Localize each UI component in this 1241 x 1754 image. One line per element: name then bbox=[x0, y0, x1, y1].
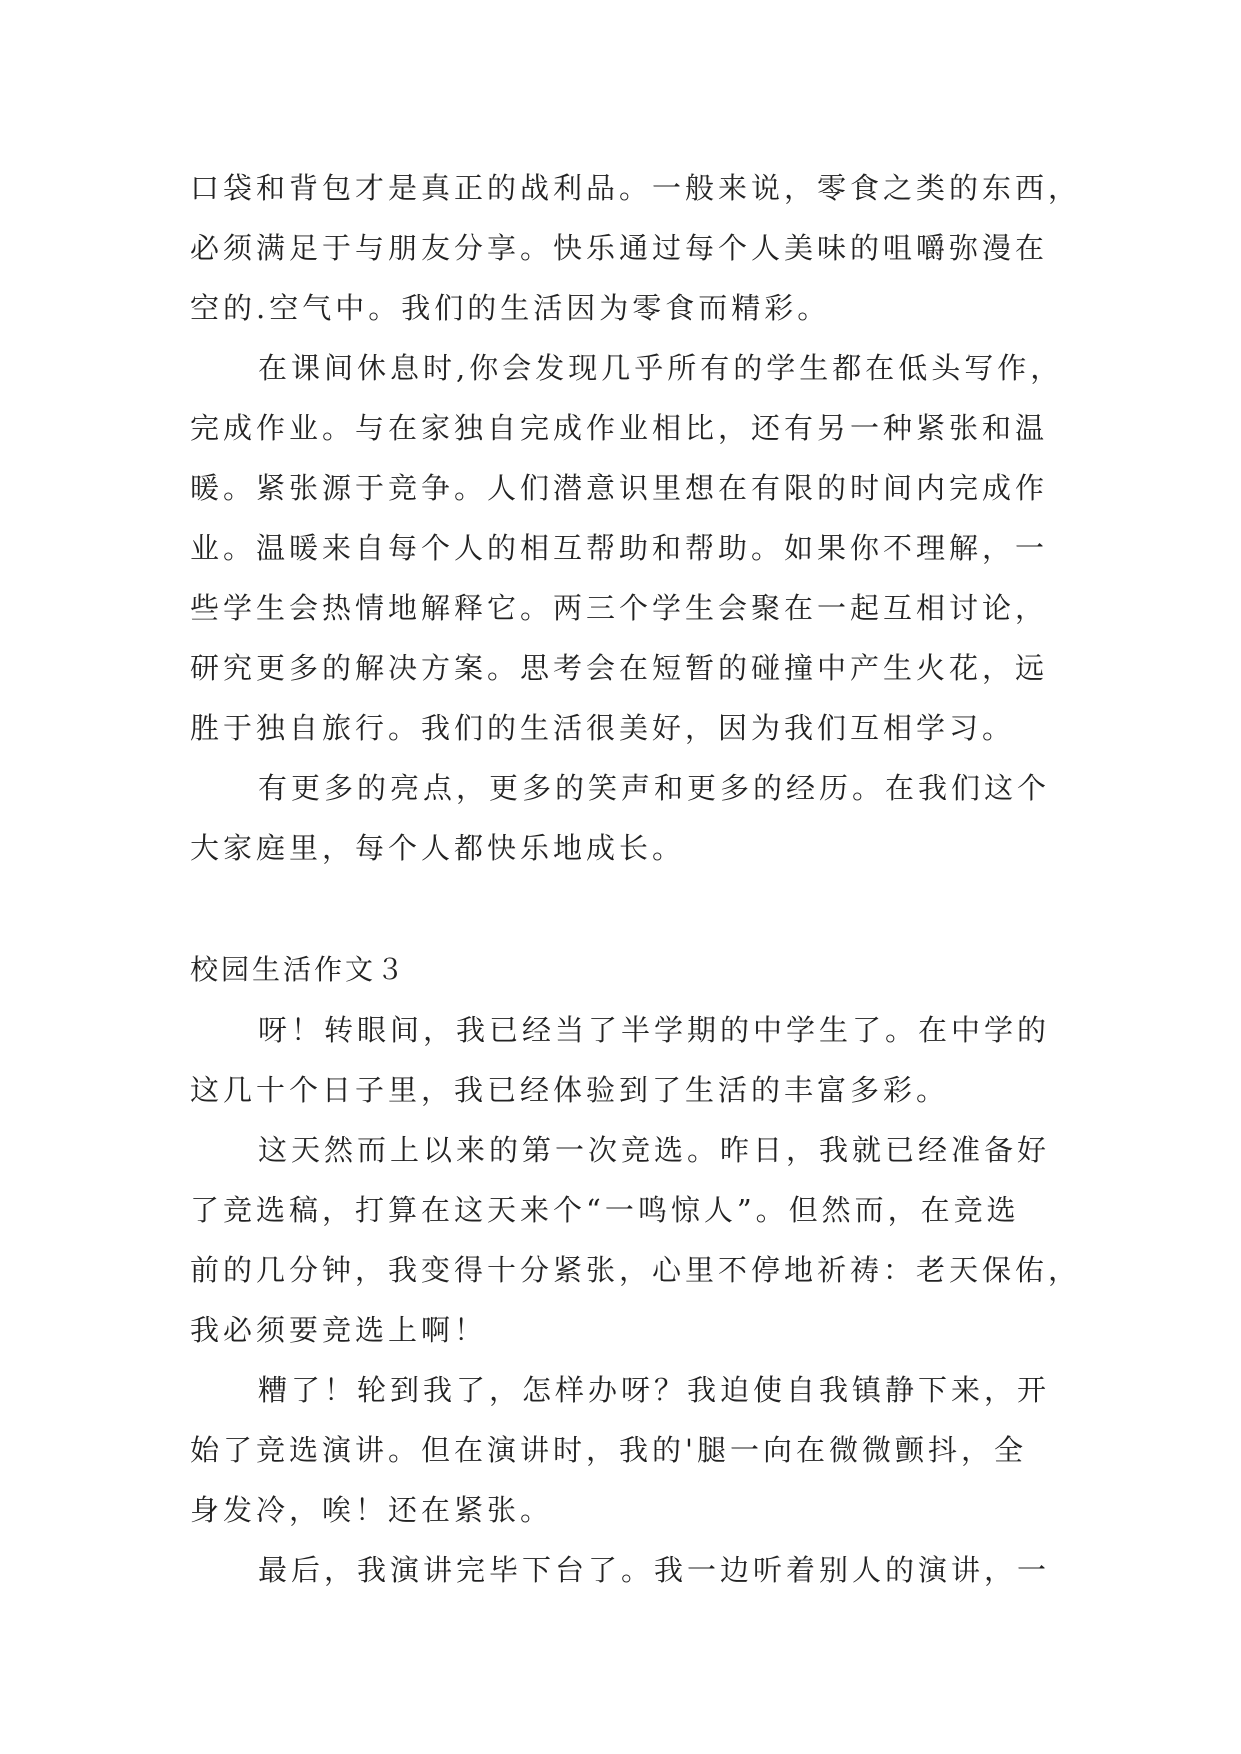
paragraph-line: 大家庭里，每个人都快乐地成长。 bbox=[190, 831, 686, 865]
paragraph-line: 始了竞选演讲。但在演讲时，我的'腿一向在微微颤抖，全 bbox=[190, 1433, 1027, 1467]
paragraph-line: 有更多的亮点，更多的笑声和更多的经历。在我们这个 bbox=[258, 771, 1051, 805]
document-page bbox=[190, 158, 1082, 1600]
paragraph-line: 些学生会热情地解释它。两三个学生会聚在一起互相讨论， bbox=[190, 591, 1049, 625]
paragraph-line: 口袋和背包才是真正的战利品。一般来说，零食之类的东西， bbox=[190, 171, 1082, 205]
paragraph-line: 完成作业。与在家独自完成作业相比，还有另一种紧张和温 bbox=[190, 411, 1049, 445]
paragraph-line: 胜于独自旅行。我们的生活很美好，因为我们互相学习。 bbox=[190, 711, 1016, 745]
paragraph-line: 这天然而上以来的第一次竞选。昨日，我就已经准备好 bbox=[258, 1133, 1051, 1167]
paragraph-line: 这几十个日子里，我已经体验到了生活的丰富多彩。 bbox=[190, 1073, 950, 1107]
paragraph-line: 必须满足于与朋友分享。快乐通过每个人美味的咀嚼弥漫在 bbox=[190, 231, 1049, 265]
paragraph-line: 糟了！轮到我了，怎样办呀？我迫使自我镇静下来，开 bbox=[258, 1373, 1051, 1407]
paragraph-line: 呀！转眼间，我已经当了半学期的中学生了。在中学的 bbox=[258, 1013, 1051, 1047]
paragraph-line: 暖。紧张源于竞争。人们潜意识里想在有限的时间内完成作 bbox=[190, 471, 1049, 505]
paragraph-line: 了竞选稿，打算在这天来个“一鸣惊人”。但然而，在竞选 bbox=[190, 1193, 1020, 1227]
paragraph-line: 在课间休息时,你会发现几乎所有的学生都在低头写作， bbox=[258, 351, 1064, 385]
section-heading: 校园生活作文３ bbox=[190, 953, 408, 986]
paragraph-line: 身发冷，唉！还在紧张。 bbox=[190, 1493, 554, 1527]
paragraph-line: 我必须要竞选上啊！ bbox=[190, 1313, 488, 1347]
section-gap bbox=[190, 878, 1052, 940]
paragraph-line: 空的.空气中。我们的生活因为零食而精彩。 bbox=[190, 291, 831, 325]
paragraph-line: 业。温暖来自每个人的相互帮助和帮助。如果你不理解，一 bbox=[190, 531, 1049, 565]
paragraph-line: 研究更多的解决方案。思考会在短暂的碰撞中产生火花，远 bbox=[190, 651, 1049, 685]
paragraph-line: 最后，我演讲完毕下台了。我一边听着别人的演讲，一 bbox=[258, 1553, 1051, 1587]
paragraph-line: 前的几分钟，我变得十分紧张，心里不停地祈祷：老天保佑， bbox=[190, 1253, 1082, 1287]
